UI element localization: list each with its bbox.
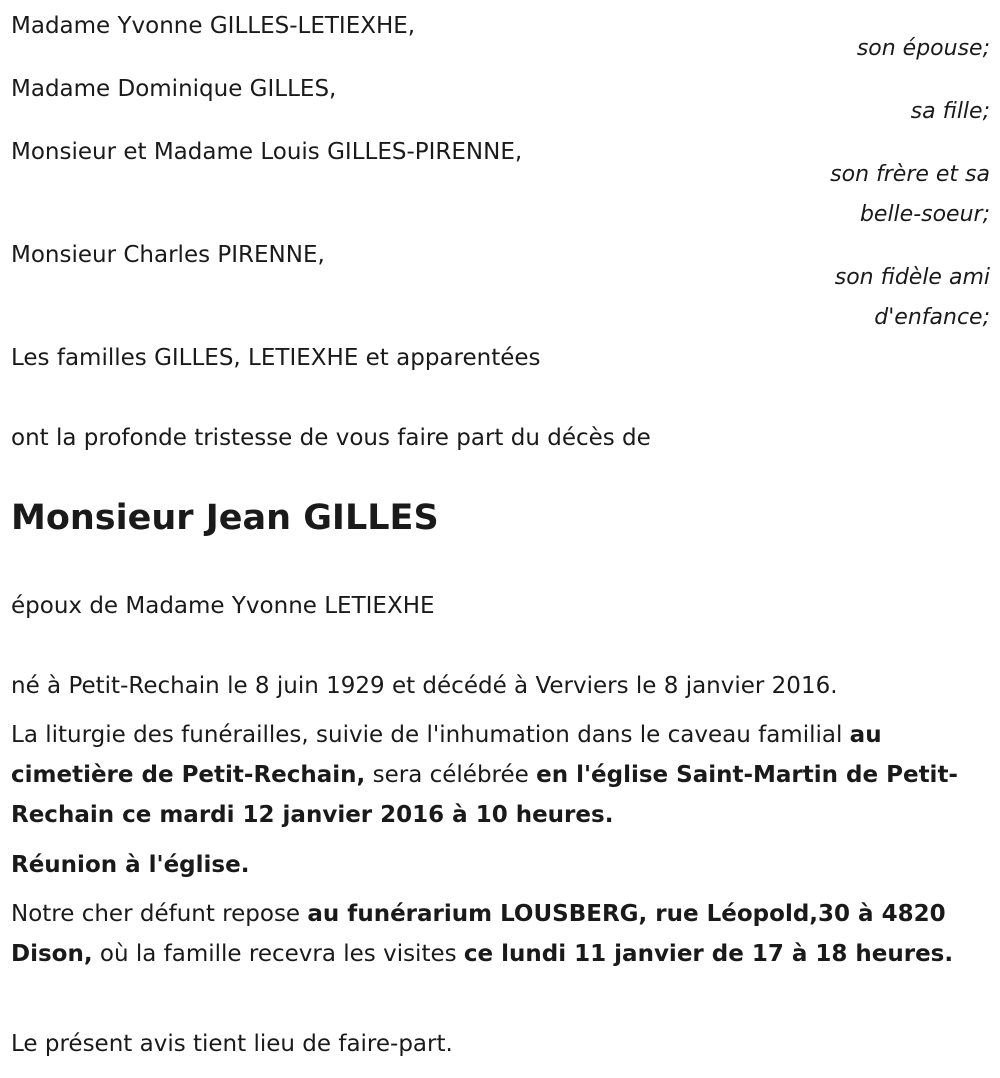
liturgy-paragraph [11,715,976,835]
family-member-name: Madame Yvonne GILLES-LETIEXHE, [11,13,416,39]
closing-line: Le présent avis tient lieu de faire-part. [11,1031,453,1057]
relation-line: son fidèle ami [834,265,990,290]
family-member-name: Madame Dominique GILLES, [11,76,337,102]
relation-line: son frère et sa [830,162,990,187]
relation-line: belle-soeur; [859,202,990,227]
family-member-relation [857,29,990,69]
relation-line: sa fille; [910,99,990,124]
visits-paragraph [11,894,976,974]
visits-text: Notre cher défunt repose [11,901,308,927]
liturgy-church-date: en l'église Saint-Martin de Petit-Rechain ce mardi 12 janvier 2016 à 10 heures. [11,762,958,828]
family-member-relation [911,92,990,132]
family-member-name: Monsieur Charles PIRENNE, [11,242,325,268]
meeting-line [11,845,976,885]
families-line: Les familles GILLES, LETIEXHE et apparentées [11,345,541,371]
relation-line: son épouse; [856,36,990,61]
spouse-line: époux de Madame Yvonne LETIEXHE [11,593,435,619]
meeting-text: Réunion à l'église. [11,852,250,878]
family-member-name: Monsieur et Madame Louis GILLES-PIRENNE, [11,139,523,165]
announcement-text: ont la profonde tristesse de vous faire part du décès de [11,425,651,451]
liturgy-text: La liturgie des funérailles, suivie de l'inhumation dans le caveau familial [11,722,850,748]
visits-location: au funérarium LOUSBERG, rue Léopold,30 à 4820 Dison, [11,901,946,967]
liturgy-cemetery: au cimetière de Petit-Rechain, [11,722,882,788]
deceased-name: Monsieur Jean GILLES [11,498,439,538]
relation-line: d'enfance; [874,305,990,330]
family-member-relation [830,155,990,235]
birth-death-line: né à Petit-Rechain le 8 juin 1929 et décédé à Verviers le 8 janvier 2016. [11,673,838,699]
family-member-relation [835,258,990,338]
visits-date: ce lundi 11 janvier de 17 à 18 heures. [463,941,954,967]
liturgy-text: sera célébrée [365,762,537,788]
visits-text: où la famille recevra les visites [92,941,464,967]
